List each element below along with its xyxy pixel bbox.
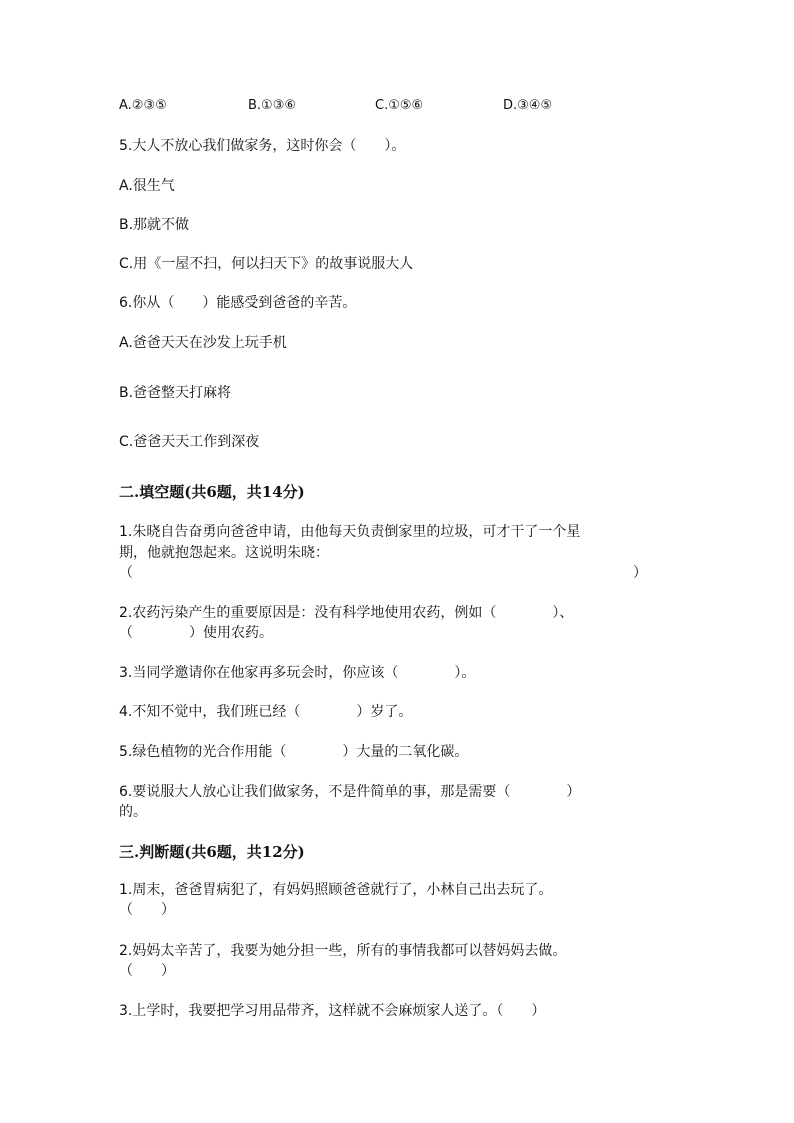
q5-option-b: B.那就不做 bbox=[119, 217, 190, 233]
q4-option-b: B.①③⑥ bbox=[248, 98, 297, 113]
judge-q2-line1: 2.妈妈太辛苦了，我要为她分担一些，所有的事情我都可以替妈妈去做。 bbox=[119, 943, 567, 959]
q5-option-a: A.很生气 bbox=[119, 178, 175, 194]
fill-q4: 4.不知不觉中，我们班已经（ ）岁了。 bbox=[119, 704, 413, 720]
judge-q1-blank: （ ） bbox=[119, 902, 175, 918]
judge-q2-blank: （ ） bbox=[119, 963, 175, 979]
section-2-title: 二.填空题(共6题，共14分) bbox=[119, 483, 305, 501]
fill-q2-line2: （ ）使用农药。 bbox=[119, 625, 273, 641]
q6-option-b: B.爸爸整天打麻将 bbox=[119, 385, 232, 401]
fill-q6-line1: 6.要说服大人放心让我们做家务，不是件简单的事，那是需要（ ） bbox=[119, 784, 581, 800]
q4-option-d: D.③④⑤ bbox=[503, 98, 553, 113]
q4-option-a: A.②③⑤ bbox=[119, 98, 167, 113]
judge-q1-line1: 1.周末，爸爸胃病犯了，有妈妈照顾爸爸就行了，小林自己出去玩了。 bbox=[119, 882, 553, 898]
q6-option-c: C.爸爸天天工作到深夜 bbox=[119, 434, 260, 450]
fill-q1-open-paren: （ bbox=[119, 565, 133, 581]
fill-q3: 3.当同学邀请你在他家再多玩会时，你应该（ ）。 bbox=[119, 665, 476, 681]
q4-option-c: C.①⑤⑥ bbox=[375, 98, 424, 113]
fill-q1-answer-blank bbox=[119, 563, 647, 583]
q6-option-a: A.爸爸天天在沙发上玩手机 bbox=[119, 335, 287, 351]
q5-stem: 5.大人不放心我们做家务，这时你会（ ）。 bbox=[119, 138, 406, 154]
fill-q2-line1: 2.农药污染产生的重要原因是：没有科学地使用农药，例如（ ）、 bbox=[119, 605, 574, 621]
fill-q5: 5.绿色植物的光合作用能（ ）大量的二氧化碳。 bbox=[119, 744, 469, 760]
q5-option-c: C.用《一屋不扫，何以扫天下》的故事说服大人 bbox=[119, 256, 414, 272]
q6-stem: 6.你从（ ）能感受到爸爸的辛苦。 bbox=[119, 295, 357, 311]
fill-q1-close-paren: ） bbox=[633, 565, 647, 581]
judge-q3: 3.上学时，我要把学习用品带齐，这样就不会麻烦家人送了。（ ） bbox=[119, 1003, 546, 1019]
fill-q1-line1: 1.朱晓自告奋勇向爸爸申请，由他每天负责倒家里的垃圾，可才干了一个星 bbox=[119, 524, 581, 540]
section-3-title: 三.判断题(共6题，共12分) bbox=[119, 843, 305, 861]
fill-q1-line2: 期，他就抱怨起来。这说明朱晓： bbox=[119, 545, 329, 561]
fill-q6-line2: 的。 bbox=[119, 804, 147, 820]
